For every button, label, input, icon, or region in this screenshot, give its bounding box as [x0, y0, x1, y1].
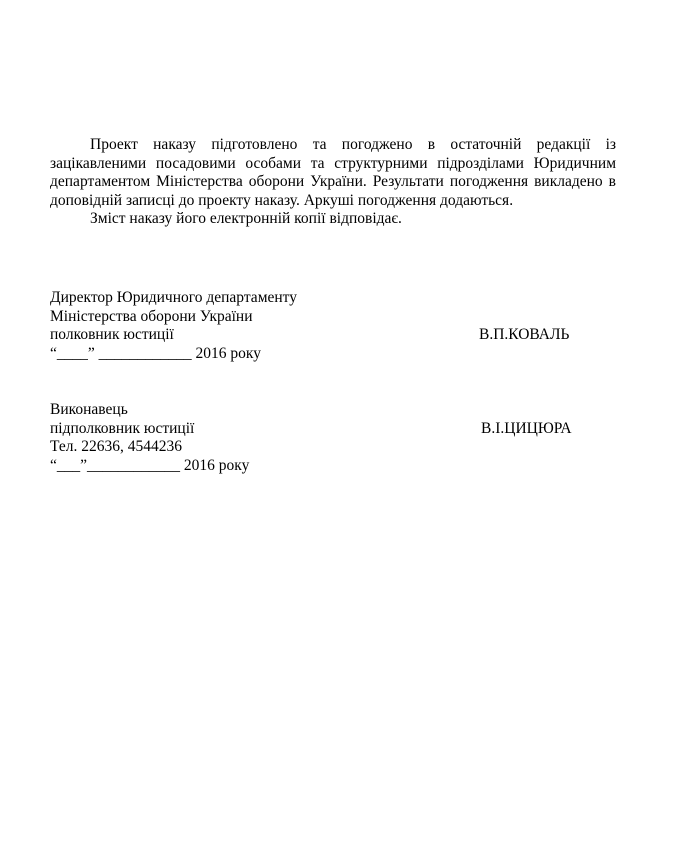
- executor-signature-block: [50, 401, 610, 475]
- director-signature-block: [50, 289, 610, 363]
- director-rank-line: [50, 326, 610, 345]
- director-position-line-1: Директор Юридичного департаменту: [50, 289, 297, 306]
- approval-note: [50, 136, 616, 229]
- director-date-line: “____” ____________ 2016 року: [50, 344, 261, 362]
- director-position-line-2: Міністерства оборони України: [50, 307, 253, 325]
- director-rank: полковник юстиції: [50, 326, 174, 343]
- director-name: В.П.КОВАЛЬ: [479, 326, 570, 343]
- compliance-paragraph: Зміст наказу його електронній копії відповідає.: [90, 210, 402, 227]
- executor-label: Виконавець: [50, 401, 128, 418]
- executor-name: В.І.ЦИЦЮРА: [481, 419, 572, 437]
- executor-date-line: “___”____________ 2016 року: [50, 456, 250, 474]
- executor-rank: підполковник юстиції: [50, 419, 195, 437]
- approval-paragraph: Проект наказу підготовлено та погоджено в остаточній редакції із зацікавленими посадовими особами та структурними підрозділами Юридичним департаментом Міністерства оборони України. Результати погодження викладено в доповідній записці до проекту наказу. Аркуші погодження додаються.: [50, 136, 616, 209]
- executor-phone: Тел. 22636, 4544236: [50, 438, 182, 455]
- executor-rank-line: [50, 420, 610, 439]
